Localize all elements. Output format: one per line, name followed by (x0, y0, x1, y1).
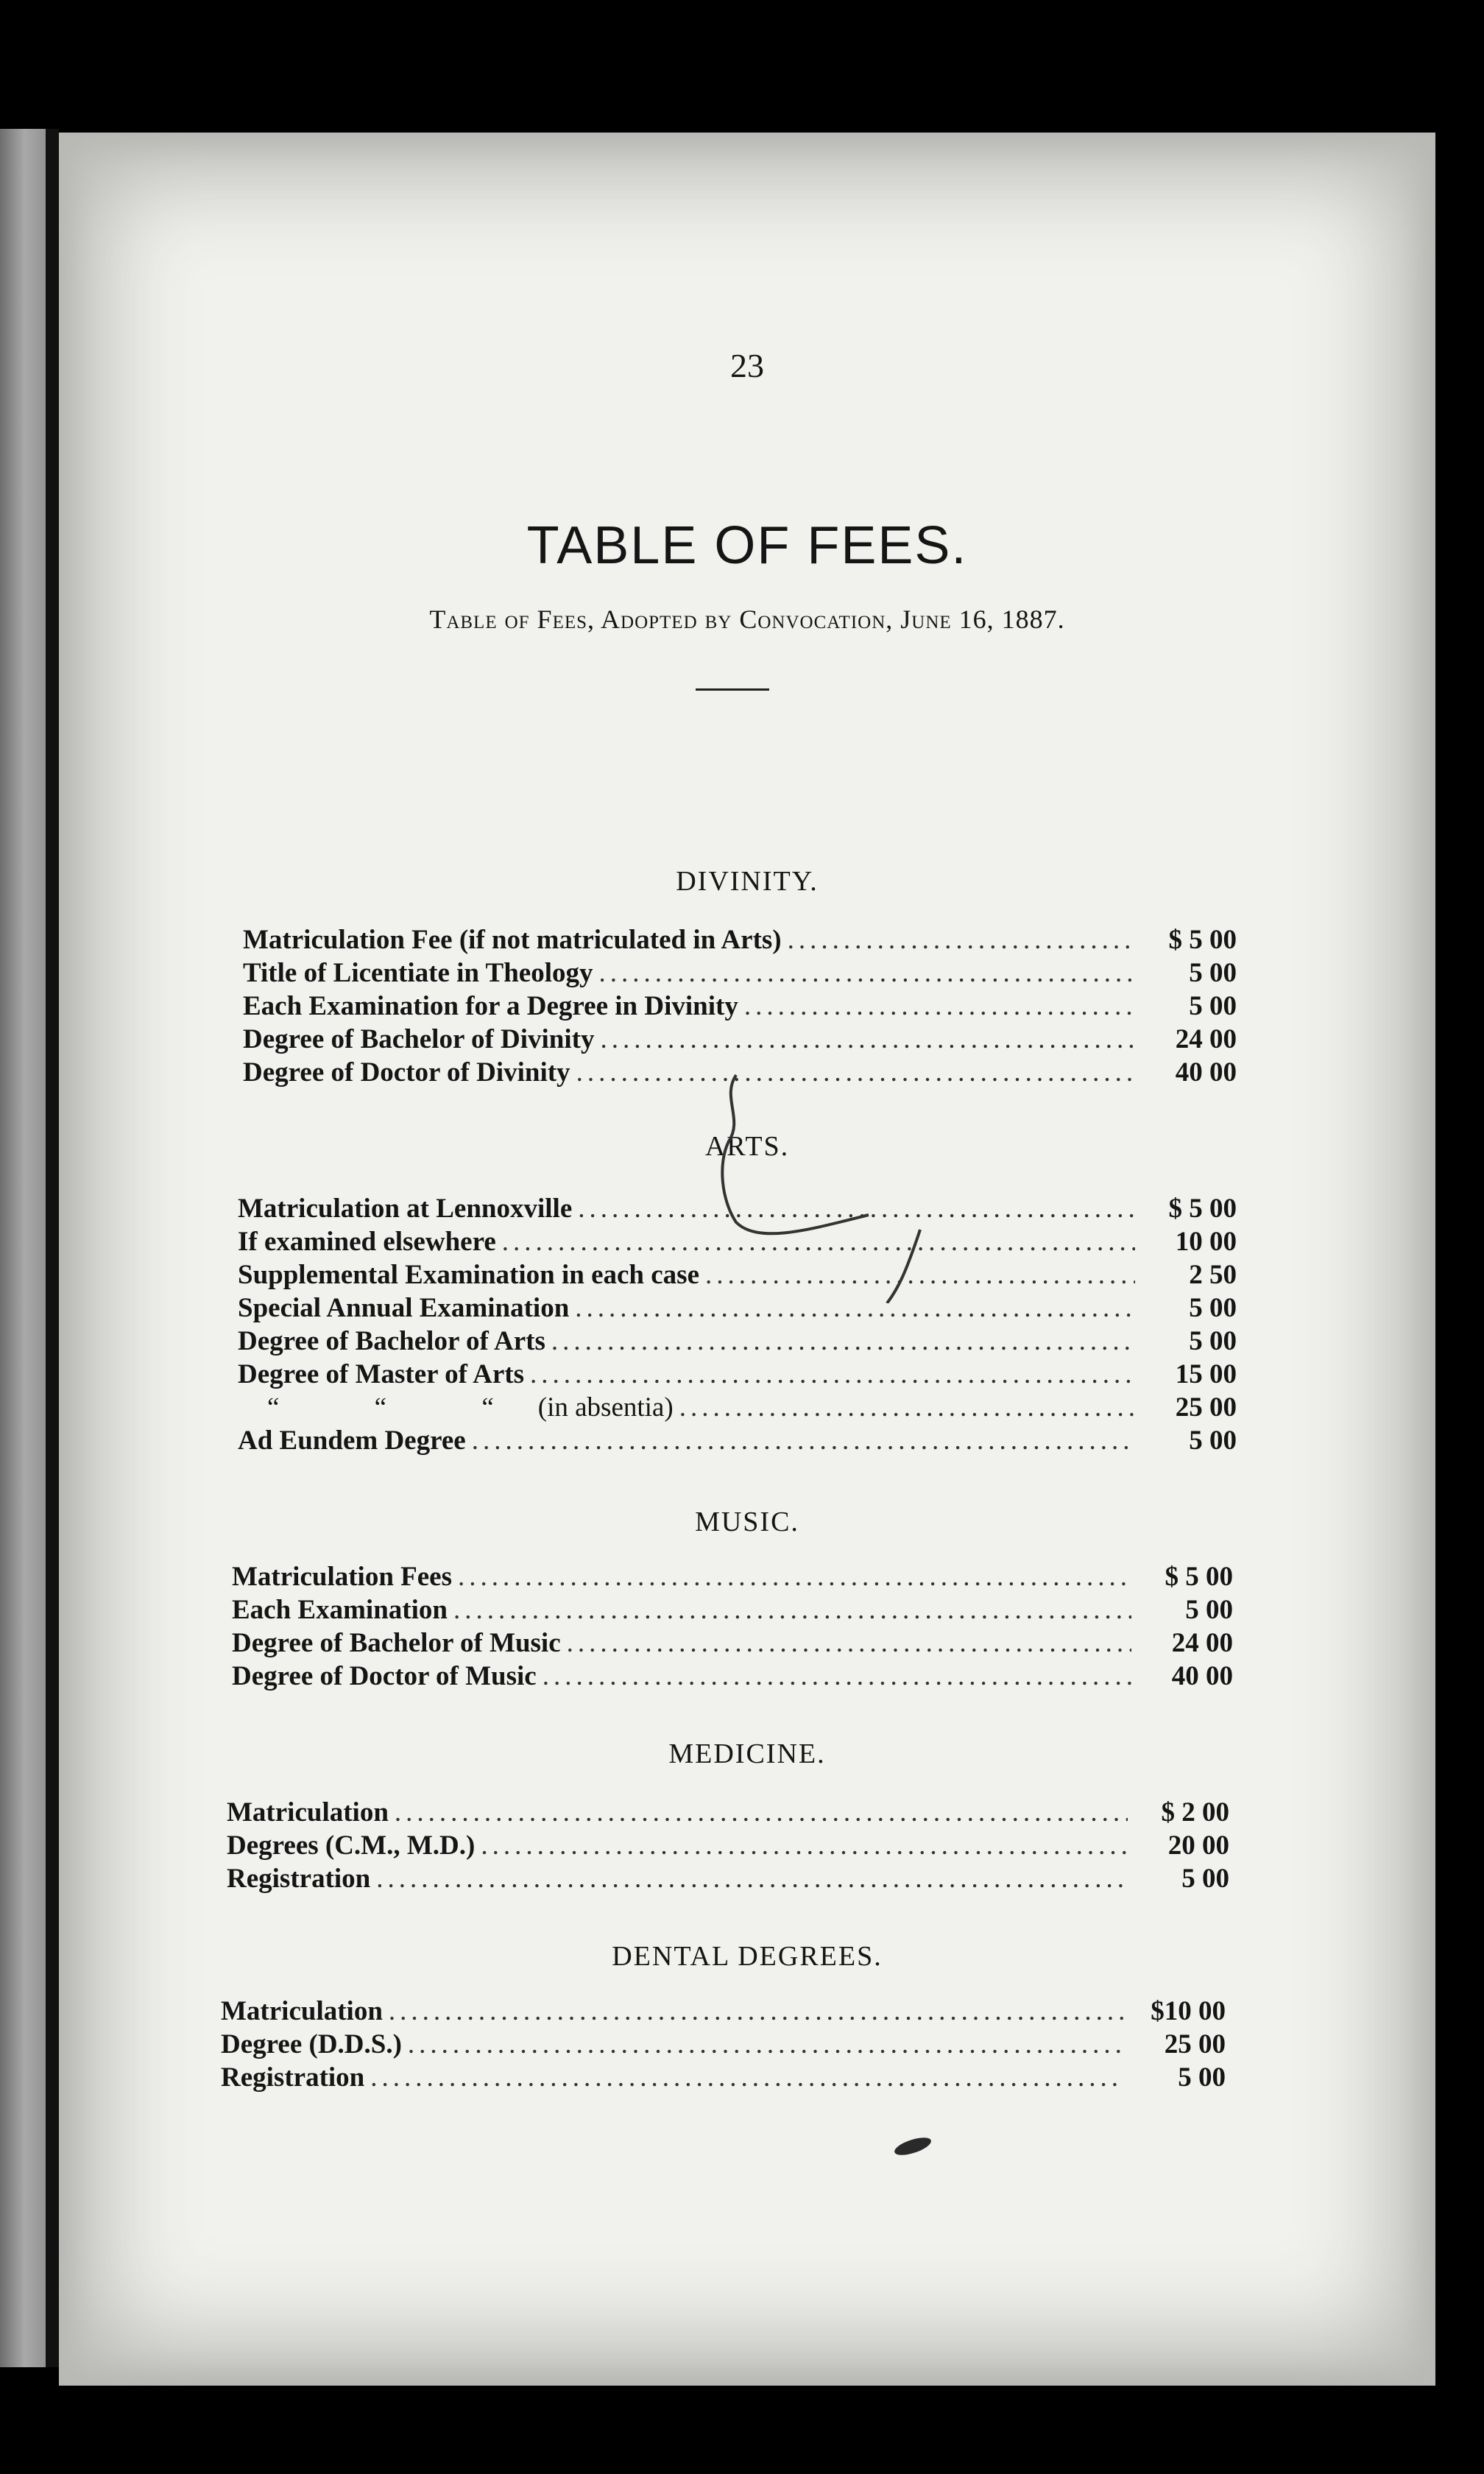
fee-label: Supplemental Examination in each case (238, 1260, 699, 1290)
fee-row (238, 1325, 1237, 1358)
fee-label: Degree of Doctor of Divinity (243, 1057, 570, 1088)
fee-row (227, 1830, 1229, 1863)
fee-label: If examined elsewhere (238, 1227, 496, 1257)
dot-leader (453, 1594, 1131, 1626)
fee-label: Matriculation (221, 1996, 383, 2026)
fee-label: Matriculation at Lennoxville (238, 1194, 573, 1224)
fee-label: Matriculation (227, 1797, 389, 1828)
fee-label: Degree of Master of Arts (238, 1359, 525, 1389)
fee-amount: 15 00 (1175, 1359, 1237, 1389)
fee-amount: 5 00 (1189, 958, 1237, 988)
page-subtitle: Table of Fees, Adopted by Convocation, June 16, 1887. (429, 605, 1065, 634)
fee-label: Matriculation Fees (232, 1562, 452, 1592)
dot-leader (551, 1325, 1135, 1357)
fee-amount: $ 5 00 (1165, 1562, 1233, 1592)
fee-amount: 20 00 (1167, 1830, 1229, 1861)
dot-leader (472, 1425, 1135, 1456)
fee-row (238, 1425, 1237, 1458)
pencil-bracket-mark (633, 920, 928, 1303)
section-heading-music: MUSIC. (695, 1506, 799, 1537)
fee-label: Degree of Bachelor of Music (232, 1628, 561, 1658)
fee-amount: 25 00 (1175, 1392, 1237, 1423)
fee-amount: 24 00 (1175, 1024, 1237, 1054)
fee-amount: 5 00 (1185, 1595, 1233, 1625)
fee-amount: 5 00 (1189, 1293, 1237, 1323)
fee-row (232, 1627, 1233, 1660)
fee-amount: 2 50 (1189, 1260, 1237, 1290)
section-heading-arts: ARTS. (704, 1131, 790, 1162)
fee-label: Special Annual Examination (238, 1293, 570, 1323)
fee-amount: 5 00 (1181, 1864, 1229, 1894)
fee-amount: $10 00 (1151, 1996, 1226, 2026)
fee-label: Degree (D.D.S.) (221, 2029, 402, 2059)
fee-row (232, 1660, 1233, 1694)
page-title: TABLE OF FEES. (526, 516, 968, 575)
dot-leader (567, 1627, 1131, 1659)
dot-leader (395, 1797, 1128, 1828)
fee-amount: 40 00 (1171, 1661, 1233, 1691)
section-heading-medicine: MEDICINE. (668, 1738, 826, 1769)
fee-row (221, 2029, 1226, 2062)
dot-leader (530, 1358, 1135, 1390)
fee-row (232, 1561, 1233, 1594)
fee-row (227, 1797, 1229, 1830)
ink-blot (891, 2135, 935, 2157)
fee-label: Degree of Bachelor of Arts (238, 1326, 545, 1356)
section-heading-divinity: DIVINITY. (676, 866, 819, 897)
fee-label: Registration (227, 1864, 371, 1894)
fee-amount: 5 00 (1178, 2062, 1226, 2093)
fee-row (238, 1392, 1237, 1425)
fee-amount: 5 00 (1189, 991, 1237, 1021)
fee-label: Degrees (C.M., M.D.) (227, 1830, 476, 1861)
section-heading-dental: DENTAL DEGREES. (612, 1941, 883, 1972)
fee-amount: 25 00 (1164, 2029, 1226, 2059)
title-rule (696, 688, 769, 691)
fee-amount: 5 00 (1189, 1425, 1237, 1456)
fee-amount: $ 2 00 (1161, 1797, 1229, 1828)
fee-row (221, 1995, 1226, 2029)
fee-list-dental (59, 1995, 1435, 2095)
fee-label: Degree of Doctor of Music (232, 1661, 537, 1691)
dot-leader (543, 1660, 1131, 1692)
dot-leader (408, 2029, 1124, 2060)
ditto-marks: “ “ “ (267, 1392, 538, 1423)
fee-amount: $ 5 00 (1168, 1194, 1237, 1224)
fee-amount: 5 00 (1189, 1326, 1237, 1356)
dot-leader (376, 1863, 1128, 1895)
fee-list-music (59, 1561, 1435, 1694)
fee-label: (in absentia) (537, 1392, 674, 1423)
dot-leader (389, 1995, 1124, 2027)
fee-list-medicine (59, 1797, 1435, 1896)
fee-label: Registration (221, 2062, 365, 2093)
fee-label: Each Examination (232, 1595, 448, 1625)
dot-leader (458, 1561, 1131, 1593)
fee-row (232, 1594, 1233, 1627)
fee-label: Matriculation Fee (if not matriculated in Arts) (243, 925, 782, 955)
fee-label: Each Examination for a Degree in Divinity (243, 991, 738, 1021)
fee-row (221, 2062, 1226, 2095)
book-spine (46, 129, 59, 2367)
fee-amount: $ 5 00 (1168, 925, 1237, 955)
dot-leader (679, 1392, 1135, 1423)
fee-label: Title of Licentiate in Theology (243, 958, 593, 988)
document-page (59, 133, 1435, 2386)
dot-leader (370, 2062, 1124, 2093)
fee-amount: 24 00 (1171, 1628, 1233, 1658)
fee-label: Ad Eundem Degree (238, 1425, 466, 1456)
dot-leader (481, 1830, 1128, 1861)
fee-label: Degree of Bachelor of Divinity (243, 1024, 595, 1054)
fee-amount: 10 00 (1175, 1227, 1237, 1257)
fee-row (227, 1863, 1229, 1896)
page-number: 23 (730, 347, 764, 384)
fee-amount: 40 00 (1175, 1057, 1237, 1088)
fee-row (238, 1358, 1237, 1392)
